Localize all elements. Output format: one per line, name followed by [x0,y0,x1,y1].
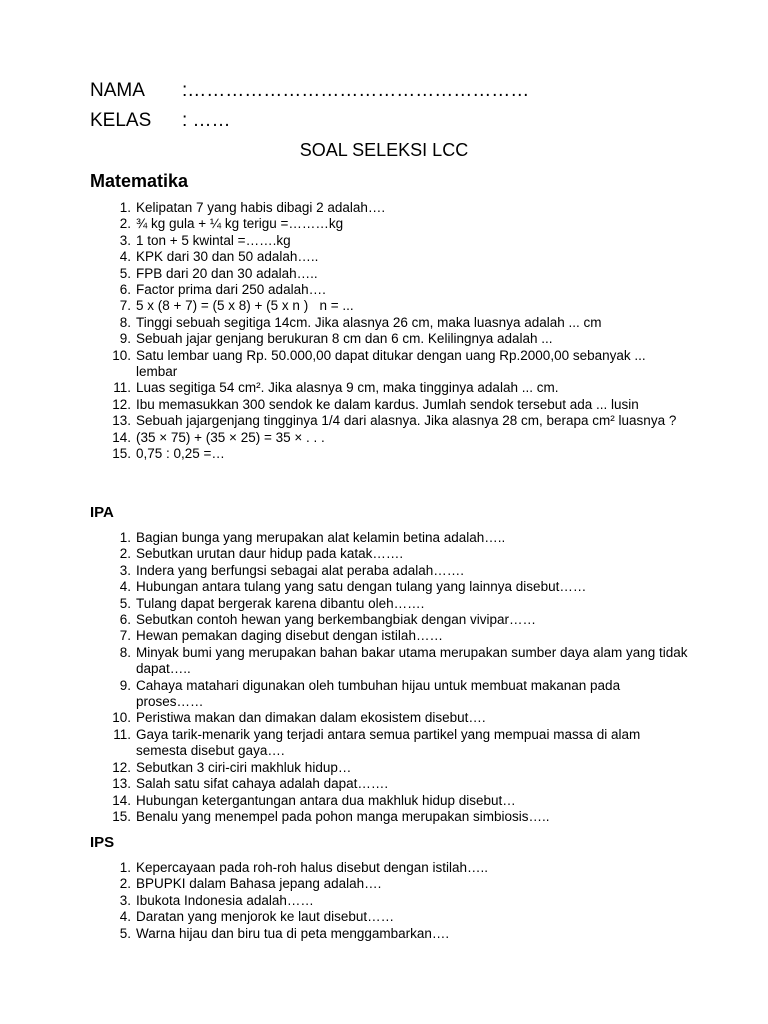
document-title: SOAL SELEKSI LCC [299,140,469,160]
question-number: 5. [119,265,131,281]
question-number: 11. [113,726,131,742]
question-number: 3. [119,232,131,248]
question-list-ipa [0,530,768,825]
list-item [0,628,768,644]
question-text: Ibukota Indonesia adalah…… [136,892,314,908]
list-item [0,430,768,446]
question-text: Gaya tarik-menarik yang terjadi antara semua partikel yang mempuai massa di alam semesta disebut gaya…. [136,726,641,759]
question-text: Bagian bunga yang merupakan alat kelamin betina adalah….. [136,530,506,545]
question-text: Kepercayaan pada roh-roh halus disebut dengan istilah….. [136,860,488,875]
question-number: 4. [119,249,131,265]
question-number: 7. [119,298,131,314]
question-number: 2. [119,546,131,562]
list-item [0,331,768,347]
list-item [0,282,768,298]
question-text: Sebutkan urutan daur hidup pada katak……. [136,546,404,562]
question-text: Hubungan ketergantungan antara dua makhluk hidup disebut… [136,792,516,808]
question-number: 7. [119,628,131,644]
question-text: (35 × 75) + (35 × 25) = 35 × . . . [136,429,325,445]
question-number: 13. [112,776,131,792]
list-item [0,876,768,892]
list-item [0,530,768,546]
question-text: Sebutkan 3 ciri-ciri makhluk hidup… [136,759,352,775]
question-text: Daratan yang menjorok ke laut disebut…… [136,909,395,925]
question-number: 6. [119,612,131,628]
list-item [0,413,768,429]
question-text: Ibu memasukkan 300 sendok ke dalam kardus. Jumlah sendok tersebut ada ... lusin [136,396,639,412]
question-text: Benalu yang menempel pada pohon manga merupakan simbiosis….. [136,808,550,824]
question-number: 5. [119,595,131,611]
question-number: 6. [119,282,131,298]
nama-row [90,80,529,102]
section-heading-matematika: Matematika [90,171,189,191]
question-list-matematika [0,200,768,463]
list-item [0,546,768,562]
list-item [0,926,768,942]
list-item [0,809,768,825]
question-number: 4. [119,909,131,925]
list-item [0,579,768,595]
list-item [0,216,768,232]
question-number: 1. [119,860,131,875]
list-item [0,645,768,678]
list-item [0,446,768,462]
kelas-blank: : …… [182,110,231,131]
question-number: 15. [112,808,131,824]
list-item [0,298,768,314]
question-text: Satu lembar uang Rp. 50.000,00 dapat ditukar dengan uang Rp.2000,00 sebanyak ... lembar [136,347,646,380]
list-item [0,596,768,612]
list-item [0,727,768,760]
list-item [0,909,768,925]
question-text: Sebuah jajargenjang tingginya 1/4 dari alasnya. Jika alasnya 28 cm, berapa cm² luasnya ? [136,413,677,429]
question-number: 10. [112,710,131,726]
list-item [0,793,768,809]
question-text: Sebutkan contoh hewan yang berkembangbiak dengan vivipar…… [136,612,537,628]
list-item [0,563,768,579]
list-item [0,612,768,628]
question-number: 10. [112,347,131,363]
kelas-label: KELAS [90,110,152,131]
list-item [0,678,768,711]
list-item [0,200,768,216]
question-text: 1 ton + 5 kwintal =…….kg [136,232,291,248]
list-item [0,760,768,776]
question-text: Hubungan antara tulang yang satu dengan tulang yang lainnya disebut…… [136,579,587,595]
question-text: BPUPKI dalam Bahasa jepang adalah…. [136,876,382,892]
question-text: Sebuah jajar genjang berukuran 8 cm dan 6 cm. Kelilingnya adalah ... [136,331,553,347]
nama-blank: :……………………………………………… [182,80,530,101]
question-number: 14. [112,792,131,808]
question-text: Minyak bumi yang merupakan bahan bakar utama merupakan sumber daya alam yang tidak dapat….. [136,644,688,677]
question-text: 5 x (8 + 7) = (5 x 8) + (5 x n ) n = ... [136,298,354,314]
question-number: 9. [119,331,131,347]
question-number: 12. [112,396,131,412]
section-heading-ips: IPS [90,834,115,851]
question-number: 4. [119,579,131,595]
question-text: Warna hijau dan biru tua di peta menggambarkan…. [136,925,450,941]
question-text: Cahaya matahari digunakan oleh tumbuhan hijau untuk membuat makanan pada proses…… [136,677,621,710]
question-number: 2. [119,876,131,892]
question-text: Tinggi sebuah segitiga 14cm. Jika alasnya 26 cm, maka luasnya adalah ... cm [136,314,602,330]
list-item [0,233,768,249]
question-number: 1. [119,200,131,215]
question-text: Tulang dapat bergerak karena dibantu oleh……. [136,595,425,611]
question-text: ¾ kg gula + ¼ kg terigu =………kg [136,216,344,232]
question-text: KPK dari 30 dan 50 adalah….. [136,249,319,265]
list-item [0,710,768,726]
question-text: Indera yang berfungsi sebagai alat peraba adalah……. [136,562,464,578]
list-item [0,348,768,381]
question-number: 5. [119,925,131,941]
question-list-ips [0,860,768,942]
question-number: 1. [119,530,131,545]
list-item [0,397,768,413]
question-text: 0,75 : 0,25 =… [136,446,225,462]
question-text: FPB dari 20 dan 30 adalah….. [136,265,318,281]
question-number: 3. [119,562,131,578]
nama-label: NAMA [90,80,145,101]
list-item [0,315,768,331]
question-number: 15. [112,446,131,462]
list-item [0,266,768,282]
question-text: Peristiwa makan dan dimakan dalam ekosistem disebut…. [136,710,486,726]
question-number: 14. [112,429,131,445]
question-number: 3. [119,892,131,908]
section-heading-ipa: IPA [90,504,114,521]
list-item [0,860,768,876]
question-text: Luas segitiga 54 cm². Jika alasnya 9 cm, maka tingginya adalah ... cm. [136,380,559,396]
question-number: 13. [112,413,131,429]
question-text: Factor prima dari 250 adalah…. [136,282,326,298]
question-text: Salah satu sifat cahaya adalah dapat……. [136,776,389,792]
question-number: 8. [119,644,131,660]
question-number: 12. [112,759,131,775]
list-item [0,380,768,396]
list-item [0,249,768,265]
question-text: Kelipatan 7 yang habis dibagi 2 adalah…. [136,200,386,215]
question-text: Hewan pemakan daging disebut dengan istilah…… [136,628,443,644]
kelas-row [90,110,231,132]
list-item [0,893,768,909]
question-number: 9. [119,677,131,693]
question-number: 2. [119,216,131,232]
question-number: 8. [119,314,131,330]
list-item [0,776,768,792]
question-number: 11. [113,380,131,396]
